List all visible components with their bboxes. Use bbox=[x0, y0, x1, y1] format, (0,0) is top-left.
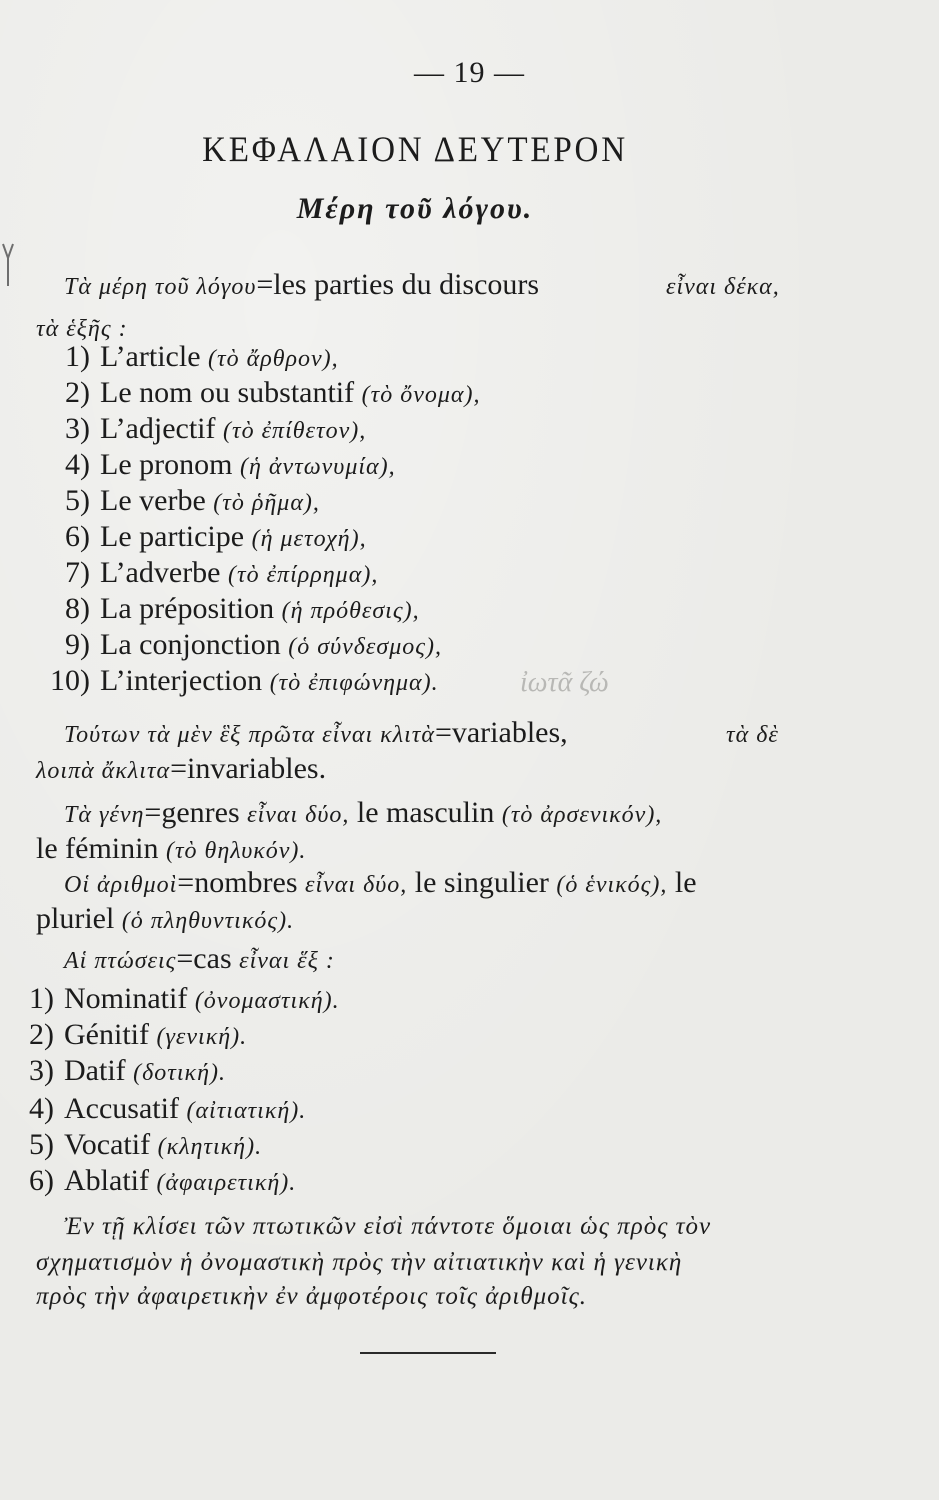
list-item: 9) La conjonction (ὁ σύνδεσμος), bbox=[65, 628, 443, 661]
list-item: 2) Le nom ou substantif (τὸ ὄνομα), bbox=[65, 376, 481, 409]
closing-line-3: πρὸς τὴν ἀφαιρετικὴν ἐν ἀμφοτέροις τοῖς ἀριθμοῖς. bbox=[36, 1283, 587, 1310]
genres-line-1: Τὰ γένη=genres εἶναι δύο, le masculin (τὸ ἀρσενικόν), bbox=[64, 796, 663, 829]
variables-line-2: λοιπὰ ἄκλιτα=invariables. bbox=[36, 752, 327, 785]
list-item: 6) Ablatif (ἀφαιρετική). bbox=[29, 1164, 297, 1197]
list-item: 4) Accusatif (αἰτιατική). bbox=[29, 1092, 307, 1125]
chapter-title: ΚΕΦΑΛΑΙΟΝ ΔΕΥΤΕΡΟΝ bbox=[202, 129, 628, 169]
intro-eq: = bbox=[256, 268, 274, 301]
genres-line-2: le féminin (τὸ θηλυκόν). bbox=[36, 832, 307, 865]
list-item: 3) Datif (δοτική). bbox=[29, 1054, 226, 1087]
closing-line-2: σχηματισμὸν ἡ ὀνομαστικὴ πρὸς τὴν αἰτιατικὴν καὶ ἡ γενικὴ bbox=[36, 1249, 683, 1276]
margin-note: ἰωτᾶ ζώ bbox=[520, 667, 609, 698]
intro-greek-3: τὰ ἑξῆς : bbox=[36, 316, 128, 342]
list-item: 5) Le verbe (τὸ ῥῆμα), bbox=[65, 484, 320, 517]
list-item: 7) L’adverbe (τὸ ἐπίρρημα), bbox=[65, 556, 379, 589]
end-rule bbox=[360, 1352, 496, 1354]
list-item: 2) Génitif (γενική). bbox=[29, 1018, 248, 1051]
list-item: 10) L’interjection (τὸ ἐπιφώνημα). bbox=[50, 664, 439, 697]
list-item: 6) Le participe (ἡ μετοχή), bbox=[65, 520, 367, 553]
intro-line-1-end bbox=[666, 268, 780, 304]
intro-french: les parties du discours bbox=[273, 268, 540, 301]
list-item: 3) L’adjectif (τὸ ἐπίθετον), bbox=[65, 412, 367, 445]
page-number: — 19 — bbox=[414, 56, 525, 89]
nombres-line-2: pluriel (ὁ πληθυντικός). bbox=[36, 902, 295, 935]
list-item: 1) Nominatif (ὀνομαστική). bbox=[29, 982, 340, 1015]
nombres-line-1: Οἱ ἀριθμοὶ=nombres εἶναι δύο, le singulier (ὁ ἑνικός), le bbox=[64, 866, 697, 899]
list-item: 1) L’article (τὸ ἄρθρον), bbox=[65, 340, 339, 373]
intro-greek-1: Τὰ μέρη τοῦ λόγου bbox=[64, 274, 257, 300]
section-title: Μέρη τοῦ λόγου. bbox=[296, 192, 534, 225]
list-item: 8) La préposition (ἡ πρόθεσις), bbox=[65, 592, 420, 625]
variables-line-1: Τούτων τὰ μὲν ἓξ πρῶτα εἶναι κλιτὰ=variables, bbox=[64, 716, 568, 749]
margin-mark-icon bbox=[0, 240, 16, 290]
cas-intro: Αἱ πτώσεις=cas εἶναι ἕξ : bbox=[64, 942, 335, 975]
list-item: 5) Vocatif (κλητική). bbox=[29, 1128, 263, 1161]
list-item: 4) Le pronom (ἡ ἀντωνυμία), bbox=[65, 448, 396, 481]
variables-line-1-end: τὰ δὲ bbox=[726, 722, 779, 748]
intro-greek-2: εἶναι δέκα, bbox=[666, 274, 780, 300]
intro-line-1 bbox=[64, 268, 539, 304]
closing-line-1: Ἐν τῇ κλίσει τῶν πτωτικῶν εἰσὶ πάντοτε ὅμοιαι ὡς πρὸς τὸν bbox=[64, 1213, 712, 1240]
